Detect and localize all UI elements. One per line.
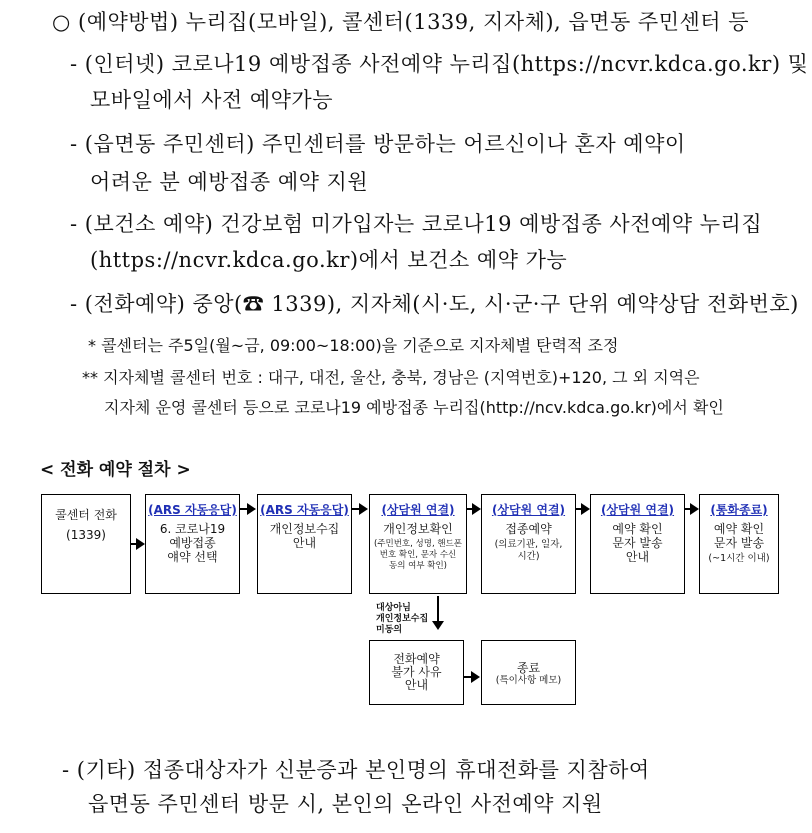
item-health-center-line2: (https://ncvr.kdca.go.kr)에서 보건소 예약 가능 <box>90 248 568 272</box>
item-community-center-line1: - (읍면동 주민센터) 주민센터를 방문하는 어르신이나 혼자 예약이 <box>70 132 686 156</box>
flow-arrow-2 <box>240 508 254 510</box>
step-call-end-body: 예약 확인 문자 발송 <box>713 522 765 550</box>
step-ars-select-head: (ARS 자동응답) <box>148 503 237 517</box>
step-agent-verify-body: 개인정보확인 <box>383 522 453 536</box>
step-ars-privacy-head: (ARS 자동응답) <box>260 503 349 517</box>
step-ars-select <box>145 494 240 594</box>
step-agent-book-head: (상담원 연결) <box>491 503 566 517</box>
step-end-body: 종료 <box>516 661 541 675</box>
step-call-center-body: 콜센터 전화 (1339) <box>55 508 117 542</box>
footnote-callcenter-hours: * 콜센터는 주5일(월~금, 09:00~18:00)을 기준으로 지자체별 탄력적 조정 <box>88 336 619 355</box>
bullet-reservation-methods: ○ (예약방법) 누리집(모바일), 콜센터(1339, 지자체), 읍면동 주민센터 등 <box>52 10 750 34</box>
step-agent-sms-notice <box>590 494 685 594</box>
step-call-end <box>699 494 779 594</box>
step-agent-verify-head: (상담원 연결) <box>381 503 455 517</box>
item-health-center-line1: - (보건소 예약) 건강보험 미가입자는 코로나19 예방접종 사전예약 누리집 <box>70 212 763 236</box>
step-end-detail: (특이사항 메모) <box>495 675 562 686</box>
item-other-line2: 읍면동 주민센터 방문 시, 본인의 온라인 사전예약 지원 <box>88 792 603 816</box>
step-reservation-unavailable-body: 전화예약 불가 사유 안내 <box>391 652 442 692</box>
step-call-center <box>41 494 131 594</box>
step-call-end-detail: (~1시간 이내) <box>708 553 770 564</box>
step-call-end-head: (통화종료) <box>710 503 768 517</box>
branch-label-ineligible: 대상아님 개인정보수집 미동의 <box>376 603 429 635</box>
item-internet-line2: 모바일에서 사전 예약가능 <box>90 88 333 112</box>
step-reservation-unavailable <box>369 640 464 705</box>
step-agent-book-detail: (의료기관, 일자, 시간) <box>494 539 563 562</box>
step-agent-sms-notice-head: (상담원 연결) <box>600 503 675 517</box>
item-other-line1: - (기타) 접종대상자가 신분증과 본인명의 휴대전화를 지참하여 <box>62 758 650 782</box>
step-ars-select-body: 6. 코로나19 예방접종 얘약 선택 <box>159 522 226 564</box>
step-ars-privacy-body: 개인정보수집 안내 <box>269 522 340 550</box>
footnote-callcenter-numbers-line1: ** 지자체별 콜센터 번호 : 대구, 대전, 울산, 충북, 경남은 (지역번호)+120, 그 외 지역은 <box>82 368 700 387</box>
step-agent-sms-notice-body: 예약 확인 문자 발송 안내 <box>612 522 663 564</box>
footnote-callcenter-numbers-line2: 지자체 운영 콜센터 등으로 코로나19 예방접종 누리집(http://ncv.kdca.go.kr)에서 확인 <box>104 398 724 417</box>
section-title-phone-procedure: < 전화 예약 절차 > <box>40 460 191 480</box>
step-end <box>481 640 576 705</box>
flow-arrow-6 <box>685 508 697 510</box>
flow-arrow-7 <box>464 676 478 678</box>
item-community-center-line2: 어려운 분 예방접종 예약 지원 <box>90 170 369 194</box>
flow-arrow-1 <box>131 543 143 545</box>
flow-arrow-5 <box>576 508 588 510</box>
step-agent-book <box>481 494 576 594</box>
flow-arrow-3 <box>352 508 366 510</box>
flow-arrow-down <box>437 596 439 628</box>
item-internet-line1: - (인터넷) 코로나19 예방접종 사전예약 누리집(https://ncvr.kdca.go.kr) 및 <box>70 52 809 76</box>
step-agent-book-body: 접종예약 <box>505 522 552 536</box>
flow-arrow-4 <box>467 508 479 510</box>
item-phone-reservation: - (전화예약) 중앙(☎ 1339), 지자체(시·도, 시·군·구 단위 예약상담 전화번호) <box>70 292 799 316</box>
step-ars-privacy <box>257 494 352 594</box>
step-agent-verify <box>369 494 467 594</box>
step-agent-verify-detail: (주민번호, 성명, 핸드폰 번호 확인, 문자 수신 동의 여부 확인) <box>373 539 463 571</box>
